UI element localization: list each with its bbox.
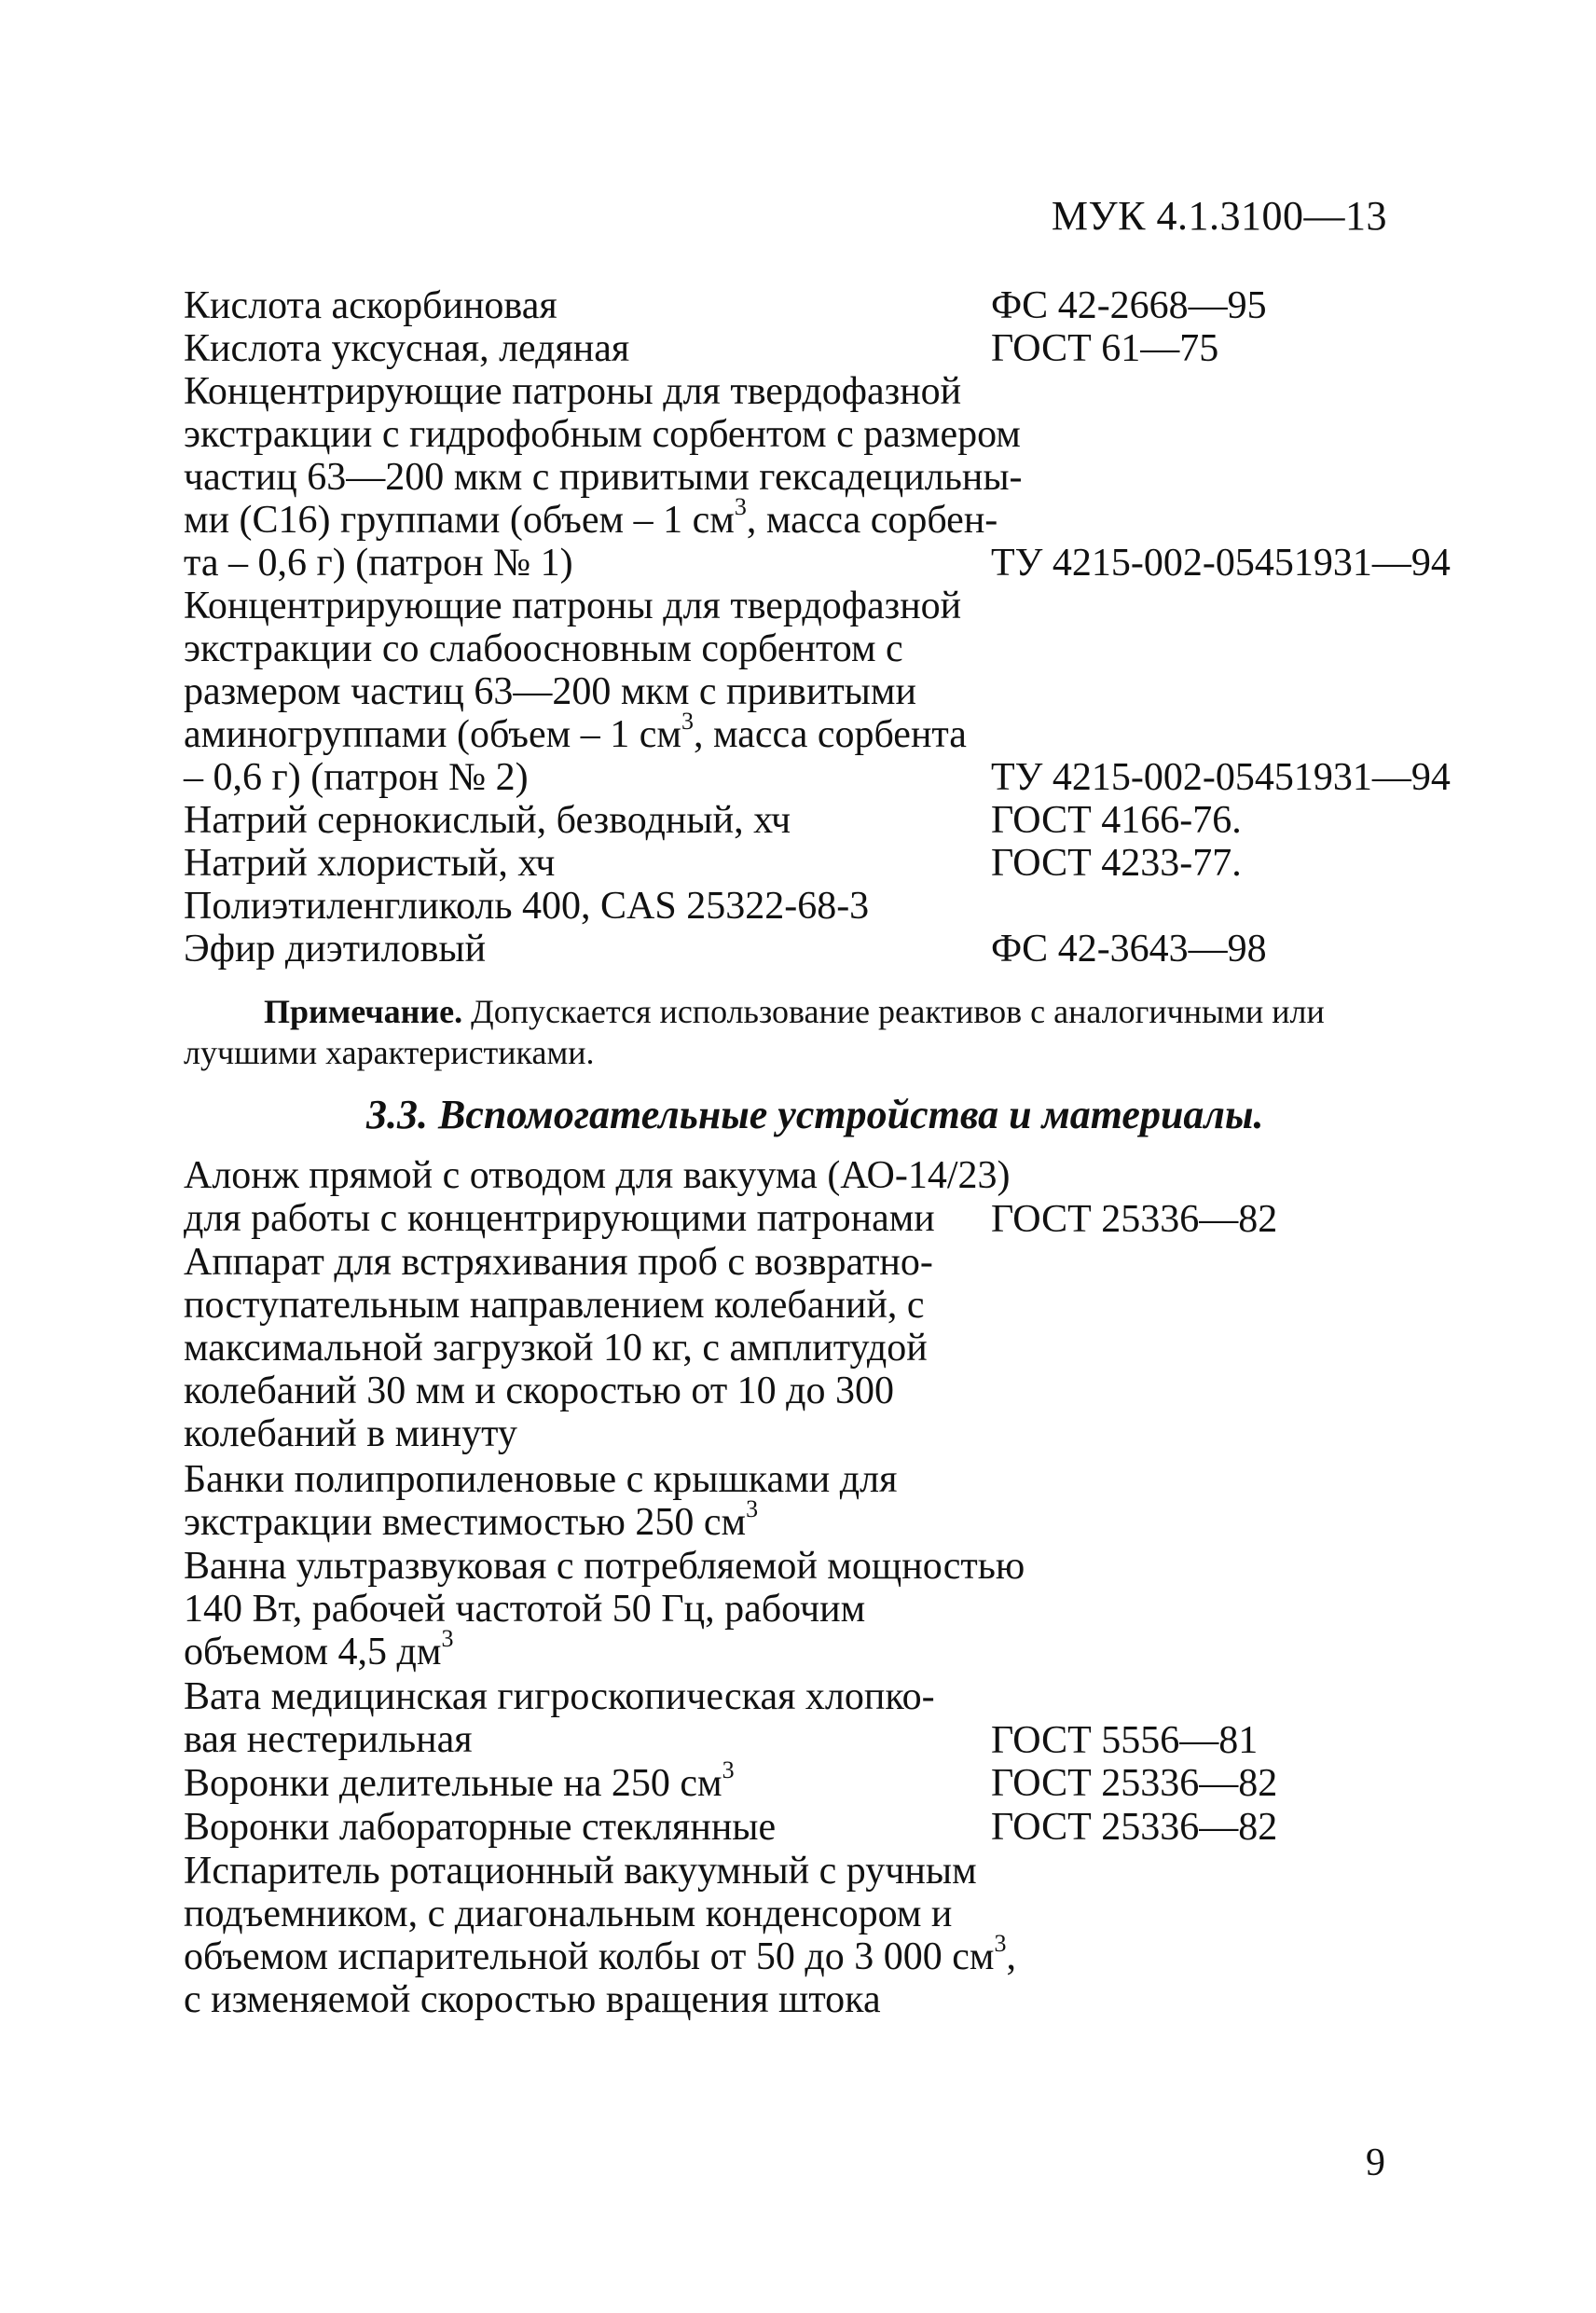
note-label: Примечание. — [264, 993, 463, 1030]
item-reference: ФС 42-2668—95 — [991, 284, 1267, 327]
page-number: 9 — [1366, 2141, 1385, 2184]
item-line: для работы с концентрирующими патронами — [184, 1197, 935, 1240]
item-description — [184, 327, 976, 370]
item-description — [184, 1241, 976, 1455]
item-line: аминогруппами (объем – 1 $см^3$, масса сорбента — [184, 708, 967, 756]
item-line: объемом испарительной колбы от 50 до 3 000 $см^3$, — [184, 1929, 1016, 1978]
item-line: ми (С16) группами (объем – 1 $см^3$, масса сорбен- — [184, 493, 998, 542]
item-line: Эфир диэтиловый — [184, 928, 487, 971]
item-reference: ГОСТ 4166-76. — [991, 799, 1242, 842]
item-line: экстракции со слабоосновным сорбентом с — [184, 627, 903, 670]
item-line: максимальной загрузкой 10 кг, с амплитудой — [184, 1327, 928, 1370]
item-line: та – 0,6 г) (патрон № 1) — [184, 542, 573, 585]
item-reference: ГОСТ 5556—81 — [991, 1718, 1259, 1762]
item-reference: ТУ 4215-002-05451931—94 — [991, 756, 1451, 799]
section-title: 3.3. Вспомогательные устройства и материалы. — [366, 1092, 1264, 1137]
item-line: Ванна ультразвуковая с потребляемой мощностью — [184, 1545, 1025, 1589]
item-line: 140 Вт, рабочей частотой 50 Гц, рабочим — [184, 1588, 866, 1631]
item-line: экстракции с гидрофобным сорбентом с размером — [184, 413, 1021, 456]
item-line: Вата медицинская гигроскопическая хлопко- — [184, 1675, 935, 1719]
item-reference: ТУ 4215-002-05451931—94 — [991, 542, 1451, 585]
item-line: Воронки делительные на 250 $см^3$ — [184, 1756, 735, 1806]
item-line: Концентрирующие патроны для твердофазной — [184, 585, 962, 627]
note-text-continued: лучшими характеристиками. — [184, 1034, 595, 1071]
item-description — [184, 842, 976, 885]
note-text: Допускается использование реактивов с аналогичными или — [462, 993, 1325, 1030]
item-description — [184, 1756, 976, 1806]
item-line: Полиэтиленгликоль 400, CAS 25322-68-3 — [184, 885, 870, 928]
item-line: экстракции вместимостью 250 $см^3$ — [184, 1495, 759, 1545]
item-description — [184, 585, 976, 799]
item-description — [184, 1545, 1025, 1674]
item-line: Кислота аскорбиновая — [184, 284, 557, 327]
item-line: частиц 63—200 мкм с привитыми гексадецильны- — [184, 456, 1023, 499]
item-line: Концентрирующие патроны для твердофазной — [184, 370, 962, 413]
item-reference: ГОСТ 4233-77. — [991, 842, 1242, 885]
document-header: МУК 4.1.3100—13 — [1051, 193, 1387, 239]
item-line: Натрий сернокислый, безводный, хч — [184, 799, 791, 842]
item-description — [184, 370, 1023, 585]
item-description — [184, 1806, 976, 1849]
item-line: Натрий хлористый, хч — [184, 842, 556, 885]
item-reference: ГОСТ 25336—82 — [991, 1197, 1278, 1241]
item-description — [184, 1849, 1016, 2021]
item-line: Кислота уксусная, ледяная — [184, 327, 630, 370]
item-line: объемом 4,5 $дм^3$ — [184, 1625, 454, 1674]
item-line: колебаний 30 мм и скоростью от 10 до 300 — [184, 1370, 895, 1413]
item-description — [184, 1675, 976, 1761]
item-line: Банки полипропиленовые с крышками для — [184, 1458, 898, 1502]
item-line: Аппарат для встряхивания проб с возвратно- — [184, 1241, 933, 1285]
item-reference: ГОСТ 25336—82 — [991, 1806, 1278, 1849]
item-line: поступательным направлением колебаний, с — [184, 1284, 925, 1328]
item-description — [184, 799, 976, 842]
item-description — [184, 1154, 1011, 1240]
note-paragraph — [184, 991, 1414, 1073]
item-line: – 0,6 г) (патрон № 2) — [184, 756, 529, 799]
item-line: вая нестерильная — [184, 1718, 473, 1762]
item-reference: ФС 42-3643—98 — [991, 928, 1267, 971]
item-description — [184, 284, 976, 327]
item-description — [184, 885, 976, 928]
item-line: Испаритель ротационный вакуумный с ручным — [184, 1849, 977, 1893]
item-line: колебаний в минуту — [184, 1412, 517, 1456]
item-line: размером частиц 63—200 мкм с привитыми — [184, 670, 916, 713]
item-line: Алонж прямой с отводом для вакуума (АО-14/23) — [184, 1154, 1011, 1197]
item-reference: ГОСТ 61—75 — [991, 327, 1219, 370]
item-description — [184, 1458, 976, 1544]
item-line: с изменяемой скоростью вращения штока — [184, 1977, 881, 2021]
item-line: Воронки лабораторные стеклянные — [184, 1806, 777, 1849]
item-reference: ГОСТ 25336—82 — [991, 1762, 1278, 1806]
item-description — [184, 928, 976, 971]
item-line: подъемником, с диагональным конденсором и — [184, 1892, 953, 1935]
